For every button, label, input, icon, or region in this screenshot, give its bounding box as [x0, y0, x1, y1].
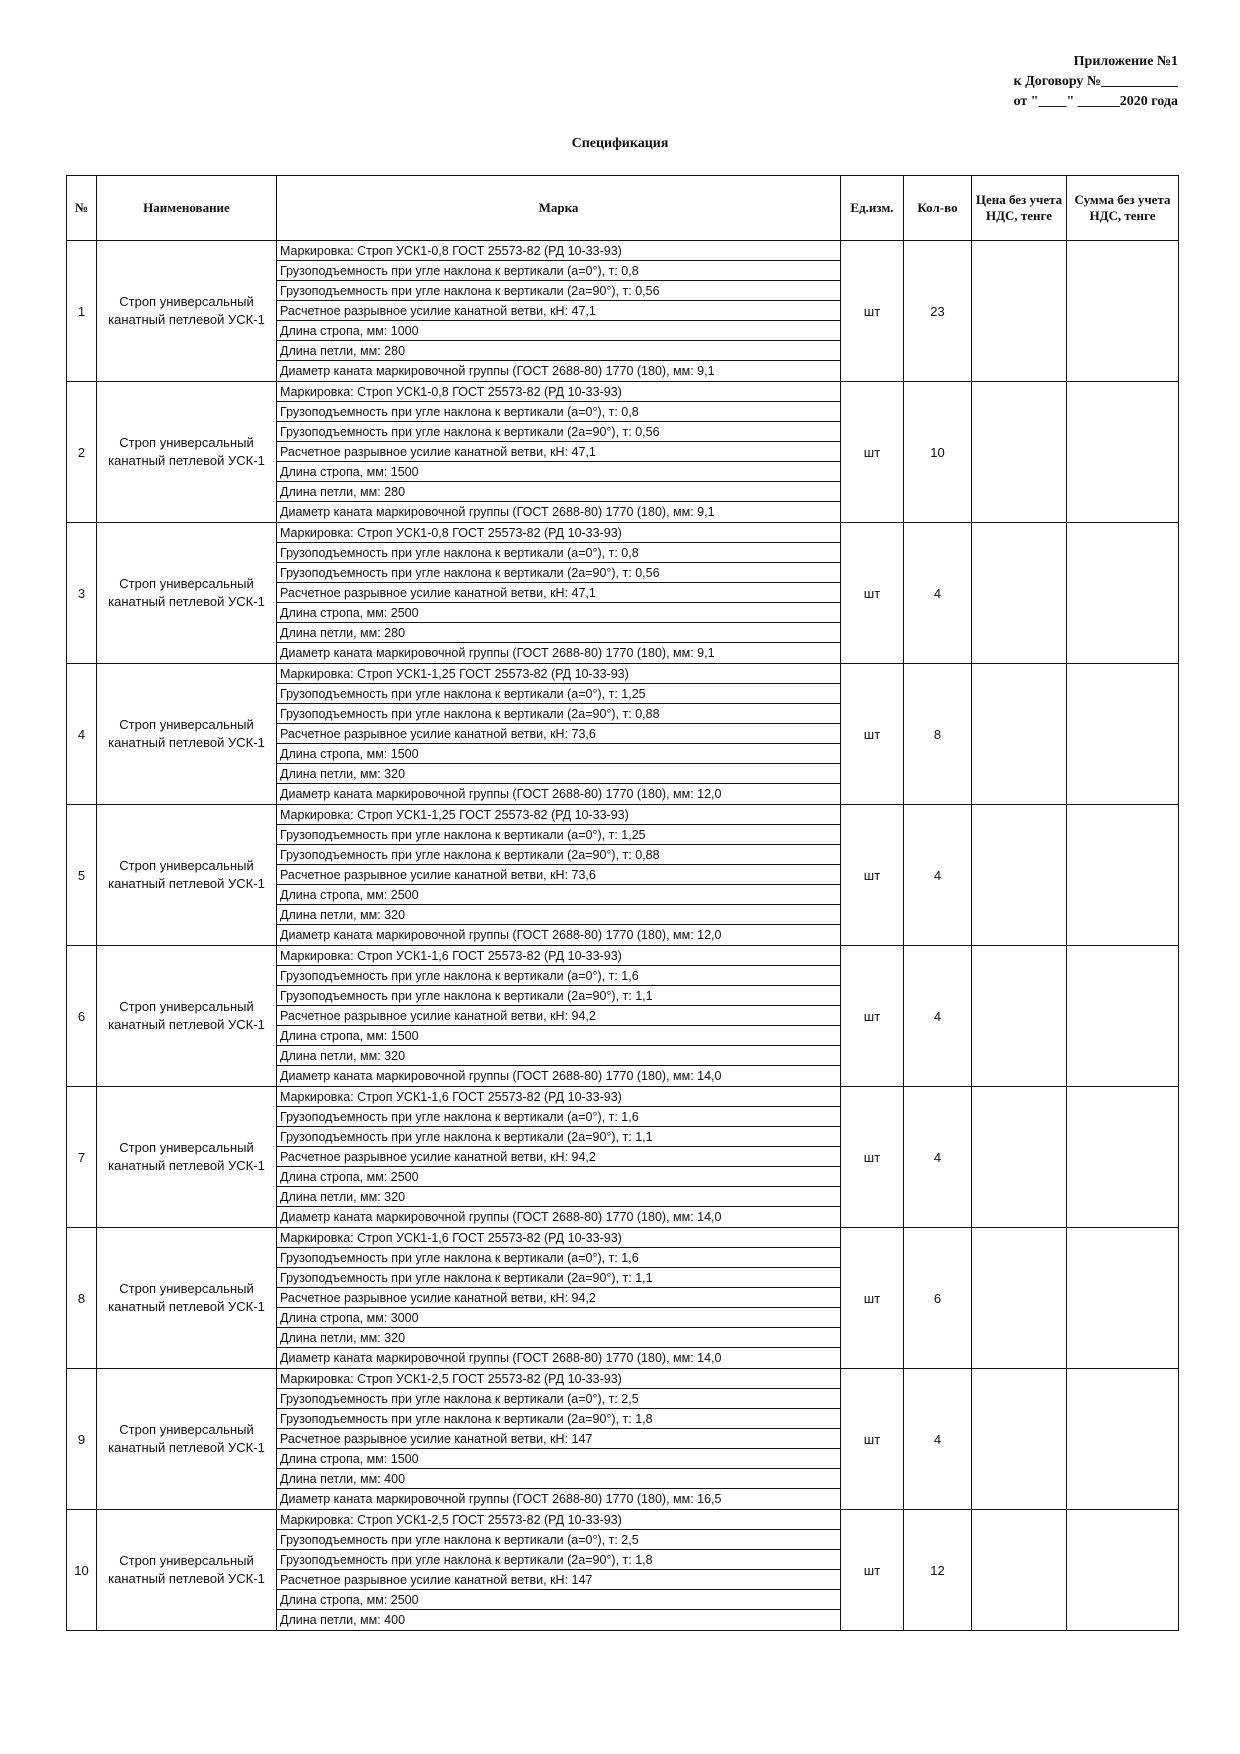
- quantity-cell: 4: [904, 523, 972, 664]
- table-row: [67, 1510, 1179, 1631]
- col-header-price: Цена без учета НДС, тенге: [972, 176, 1067, 241]
- parameter-line: Грузоподъемность при угле наклона к вертикали (a=0°), т: 1,25: [277, 684, 840, 704]
- parameter-line: Длина стропа, мм: 1500: [277, 462, 840, 482]
- quantity-cell: 4: [904, 1369, 972, 1510]
- item-parameters: [277, 946, 841, 1087]
- unit-cell: шт: [841, 1087, 904, 1228]
- unit-cell: шт: [841, 1369, 904, 1510]
- parameter-line: Грузоподъемность при угле наклона к вертикали (a=0°), т: 1,6: [277, 1107, 840, 1127]
- sum-cell: [1067, 664, 1179, 805]
- parameter-line: Длина стропа, мм: 1000: [277, 321, 840, 341]
- parameter-line: Длина стропа, мм: 1500: [277, 1026, 840, 1046]
- parameter-line: Диаметр каната маркировочной группы (ГОСТ 2688-80) 1770 (180), мм: 14,0: [280, 1210, 722, 1224]
- parameter-line: Длина петли, мм: 280: [277, 623, 840, 643]
- parameter-line: Грузоподъемность при угле наклона к вертикали (2a=90°), т: 0,56: [277, 281, 840, 301]
- table-row: [67, 805, 1179, 946]
- parameter-line: Грузоподъемность при угле наклона к вертикали (a=0°), т: 2,5: [277, 1530, 840, 1550]
- parameter-line: Длина петли, мм: 400: [280, 1613, 406, 1627]
- parameter-line: Грузоподъемность при угле наклона к вертикали (a=0°), т: 0,8: [277, 261, 840, 281]
- row-number: 4: [67, 664, 97, 805]
- parameter-line: Длина петли, мм: 320: [277, 1187, 840, 1207]
- item-name: Строп универсальный канатный петлевой УСК-1: [97, 1510, 277, 1631]
- item-name: Строп универсальный канатный петлевой УСК-1: [97, 664, 277, 805]
- parameter-line: Грузоподъемность при угле наклона к вертикали (a=0°), т: 2,5: [277, 1389, 840, 1409]
- parameter-line: Расчетное разрывное усилие канатной ветви, кН: 147: [277, 1429, 840, 1449]
- parameter-line: Грузоподъемность при угле наклона к вертикали (2a=90°), т: 0,56: [277, 422, 840, 442]
- table-row: [67, 523, 1179, 664]
- sum-cell: [1067, 1510, 1179, 1631]
- parameter-line: Расчетное разрывное усилие канатной ветви, кН: 47,1: [277, 301, 840, 321]
- parameter-line: Грузоподъемность при угле наклона к вертикали (a=0°), т: 0,8: [277, 543, 840, 563]
- price-cell: [972, 1228, 1067, 1369]
- sum-cell: [1067, 241, 1179, 382]
- sum-cell: [1067, 1228, 1179, 1369]
- price-cell: [972, 1087, 1067, 1228]
- unit-cell: шт: [841, 382, 904, 523]
- sum-cell: [1067, 523, 1179, 664]
- parameter-line: Грузоподъемность при угле наклона к вертикали (2a=90°), т: 1,1: [277, 1268, 840, 1288]
- parameter-line: Длина стропа, мм: 3000: [277, 1308, 840, 1328]
- price-cell: [972, 523, 1067, 664]
- price-cell: [972, 241, 1067, 382]
- row-number: 7: [67, 1087, 97, 1228]
- parameter-line: Длина стропа, мм: 1500: [277, 1449, 840, 1469]
- item-name: Строп универсальный канатный петлевой УСК-1: [97, 805, 277, 946]
- parameter-line: Грузоподъемность при угле наклона к вертикали (2a=90°), т: 1,1: [277, 1127, 840, 1147]
- sum-cell: [1067, 946, 1179, 1087]
- parameter-line: Расчетное разрывное усилие канатной ветви, кН: 94,2: [277, 1288, 840, 1308]
- col-header-name: Наименование: [97, 176, 277, 241]
- parameter-line: Длина стропа, мм: 2500: [277, 603, 840, 623]
- quantity-cell: 10: [904, 382, 972, 523]
- parameter-line: Диаметр каната маркировочной группы (ГОСТ 2688-80) 1770 (180), мм: 12,0: [280, 787, 722, 801]
- parameter-line: Длина петли, мм: 280: [277, 482, 840, 502]
- parameter-line: Маркировка: Строп УСК1-1,6 ГОСТ 25573-82 (РД 10-33-93): [277, 1087, 840, 1107]
- parameter-line: Маркировка: Строп УСК1-1,6 ГОСТ 25573-82 (РД 10-33-93): [277, 1228, 840, 1248]
- parameter-line: Диаметр каната маркировочной группы (ГОСТ 2688-80) 1770 (180), мм: 14,0: [280, 1351, 722, 1365]
- parameter-line: Грузоподъемность при угле наклона к вертикали (2a=90°), т: 0,88: [277, 704, 840, 724]
- quantity-cell: 6: [904, 1228, 972, 1369]
- parameter-line: Маркировка: Строп УСК1-1,6 ГОСТ 25573-82 (РД 10-33-93): [277, 946, 840, 966]
- price-cell: [972, 382, 1067, 523]
- table-row: [67, 1369, 1179, 1510]
- sum-cell: [1067, 1087, 1179, 1228]
- parameter-line: Расчетное разрывное усилие канатной ветви, кН: 147: [277, 1570, 840, 1590]
- quantity-cell: 12: [904, 1510, 972, 1631]
- parameter-line: Длина стропа, мм: 2500: [277, 885, 840, 905]
- row-number: 2: [67, 382, 97, 523]
- parameter-line: Грузоподъемность при угле наклона к вертикали (a=0°), т: 1,25: [277, 825, 840, 845]
- item-parameters: [277, 664, 841, 805]
- row-number: 1: [67, 241, 97, 382]
- parameter-line: Длина стропа, мм: 1500: [277, 744, 840, 764]
- parameter-line: Длина петли, мм: 320: [277, 1046, 840, 1066]
- row-number: 8: [67, 1228, 97, 1369]
- parameter-line: Длина петли, мм: 400: [277, 1469, 840, 1489]
- sum-cell: [1067, 1369, 1179, 1510]
- quantity-cell: 8: [904, 664, 972, 805]
- parameter-line: Грузоподъемность при угле наклона к вертикали (a=0°), т: 1,6: [277, 1248, 840, 1268]
- item-name: Строп универсальный канатный петлевой УСК-1: [97, 523, 277, 664]
- parameter-line: Грузоподъемность при угле наклона к вертикали (2a=90°), т: 1,8: [277, 1409, 840, 1429]
- col-header-sum: Сумма без учета НДС, тенге: [1067, 176, 1179, 241]
- price-cell: [972, 664, 1067, 805]
- parameter-line: Расчетное разрывное усилие канатной ветви, кН: 47,1: [277, 583, 840, 603]
- parameter-line: Расчетное разрывное усилие канатной ветви, кН: 47,1: [277, 442, 840, 462]
- price-cell: [972, 1369, 1067, 1510]
- unit-cell: шт: [841, 241, 904, 382]
- parameter-line: Расчетное разрывное усилие канатной ветви, кН: 94,2: [277, 1006, 840, 1026]
- appendix-title: Приложение №1: [1073, 54, 1178, 69]
- table-row: [67, 1228, 1179, 1369]
- parameter-line: Длина петли, мм: 280: [277, 341, 840, 361]
- col-header-unit: Ед.изм.: [841, 176, 904, 241]
- parameter-line: Длина петли, мм: 320: [277, 1328, 840, 1348]
- parameter-line: Длина петли, мм: 320: [277, 764, 840, 784]
- parameter-line: Диаметр каната маркировочной группы (ГОСТ 2688-80) 1770 (180), мм: 14,0: [280, 1069, 722, 1083]
- item-name: Строп универсальный канатный петлевой УСК-1: [97, 946, 277, 1087]
- unit-cell: шт: [841, 946, 904, 1087]
- quantity-cell: 4: [904, 1087, 972, 1228]
- parameter-line: Маркировка: Строп УСК1-0,8 ГОСТ 25573-82 (РД 10-33-93): [277, 382, 840, 402]
- col-header-num: №: [67, 176, 97, 241]
- parameter-line: Диаметр каната маркировочной группы (ГОСТ 2688-80) 1770 (180), мм: 16,5: [280, 1492, 722, 1506]
- specification-table: [66, 175, 1179, 1631]
- table-row: [67, 241, 1179, 382]
- parameter-line: Грузоподъемность при угле наклона к вертикали (2a=90°), т: 1,8: [277, 1550, 840, 1570]
- item-name: Строп универсальный канатный петлевой УСК-1: [97, 1087, 277, 1228]
- quantity-cell: 4: [904, 805, 972, 946]
- parameter-line: Диаметр каната маркировочной группы (ГОСТ 2688-80) 1770 (180), мм: 9,1: [280, 364, 715, 378]
- table-row: [67, 946, 1179, 1087]
- parameter-line: Расчетное разрывное усилие канатной ветви, кН: 94,2: [277, 1147, 840, 1167]
- unit-cell: шт: [841, 1228, 904, 1369]
- row-number: 5: [67, 805, 97, 946]
- parameter-line: Грузоподъемность при угле наклона к вертикали (2a=90°), т: 0,56: [277, 563, 840, 583]
- quantity-cell: 4: [904, 946, 972, 1087]
- item-parameters: [277, 1228, 841, 1369]
- row-number: 6: [67, 946, 97, 1087]
- item-parameters: [277, 382, 841, 523]
- item-parameters: [277, 1510, 841, 1631]
- parameter-line: Длина стропа, мм: 2500: [277, 1590, 840, 1610]
- parameter-line: Диаметр каната маркировочной группы (ГОСТ 2688-80) 1770 (180), мм: 9,1: [280, 505, 715, 519]
- parameter-line: Маркировка: Строп УСК1-0,8 ГОСТ 25573-82 (РД 10-33-93): [277, 241, 840, 261]
- parameter-line: Расчетное разрывное усилие канатной ветви, кН: 73,6: [277, 865, 840, 885]
- parameter-line: Маркировка: Строп УСК1-1,25 ГОСТ 25573-82 (РД 10-33-93): [277, 664, 840, 684]
- table-row: [67, 1087, 1179, 1228]
- document-title: Спецификация: [571, 136, 669, 151]
- contract-date: от "____" ______2020 года: [1013, 94, 1178, 109]
- item-parameters: [277, 1087, 841, 1228]
- parameter-line: Грузоподъемность при угле наклона к вертикали (2a=90°), т: 0,88: [277, 845, 840, 865]
- row-number: 3: [67, 523, 97, 664]
- parameter-line: Грузоподъемность при угле наклона к вертикали (2a=90°), т: 1,1: [277, 986, 840, 1006]
- parameter-line: Маркировка: Строп УСК1-1,25 ГОСТ 25573-82 (РД 10-33-93): [277, 805, 840, 825]
- unit-cell: шт: [841, 1510, 904, 1631]
- price-cell: [972, 805, 1067, 946]
- sum-cell: [1067, 382, 1179, 523]
- item-parameters: [277, 241, 841, 382]
- parameter-line: Маркировка: Строп УСК1-2,5 ГОСТ 25573-82 (РД 10-33-93): [277, 1510, 840, 1530]
- unit-cell: шт: [841, 523, 904, 664]
- price-cell: [972, 1510, 1067, 1631]
- sum-cell: [1067, 805, 1179, 946]
- contract-number: к Договору №___________: [1013, 74, 1178, 89]
- row-number: 10: [67, 1510, 97, 1631]
- table-header-row: [67, 176, 1179, 241]
- parameter-line: Длина стропа, мм: 2500: [277, 1167, 840, 1187]
- col-header-qty: Кол-во: [904, 176, 972, 241]
- table-row: [67, 382, 1179, 523]
- table-body: [67, 241, 1179, 1631]
- parameter-line: Маркировка: Строп УСК1-0,8 ГОСТ 25573-82 (РД 10-33-93): [277, 523, 840, 543]
- parameter-line: Диаметр каната маркировочной группы (ГОСТ 2688-80) 1770 (180), мм: 12,0: [280, 928, 722, 942]
- item-name: Строп универсальный канатный петлевой УСК-1: [97, 1228, 277, 1369]
- item-parameters: [277, 1369, 841, 1510]
- parameter-line: Грузоподъемность при угле наклона к вертикали (a=0°), т: 1,6: [277, 966, 840, 986]
- item-name: Строп универсальный канатный петлевой УСК-1: [97, 241, 277, 382]
- row-number: 9: [67, 1369, 97, 1510]
- price-cell: [972, 946, 1067, 1087]
- parameter-line: Маркировка: Строп УСК1-2,5 ГОСТ 25573-82 (РД 10-33-93): [277, 1369, 840, 1389]
- parameter-line: Длина петли, мм: 320: [277, 905, 840, 925]
- item-name: Строп универсальный канатный петлевой УСК-1: [97, 1369, 277, 1510]
- appendix-header: [1014, 52, 1179, 112]
- item-parameters: [277, 805, 841, 946]
- unit-cell: шт: [841, 805, 904, 946]
- parameter-line: Диаметр каната маркировочной группы (ГОСТ 2688-80) 1770 (180), мм: 9,1: [280, 646, 715, 660]
- parameter-line: Расчетное разрывное усилие канатной ветви, кН: 73,6: [277, 724, 840, 744]
- col-header-marka: Марка: [277, 176, 841, 241]
- item-parameters: [277, 523, 841, 664]
- table-row: [67, 664, 1179, 805]
- quantity-cell: 23: [904, 241, 972, 382]
- unit-cell: шт: [841, 664, 904, 805]
- item-name: Строп универсальный канатный петлевой УСК-1: [97, 382, 277, 523]
- parameter-line: Грузоподъемность при угле наклона к вертикали (a=0°), т: 0,8: [277, 402, 840, 422]
